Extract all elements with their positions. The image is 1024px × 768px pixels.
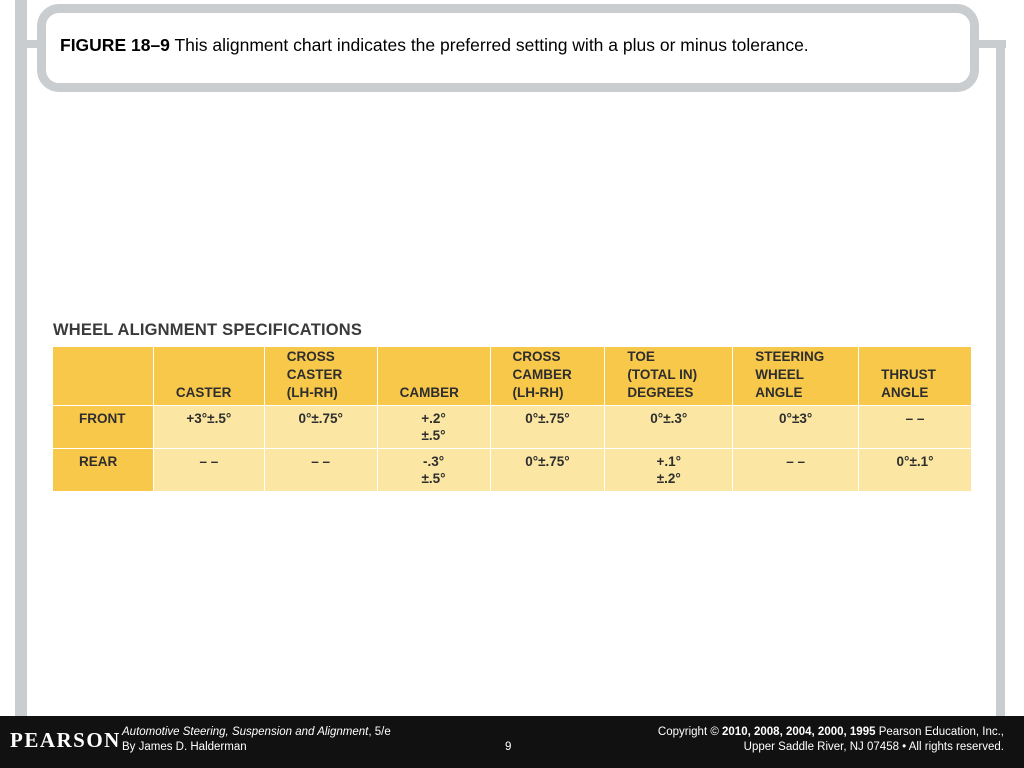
header-line: CASTER (175, 385, 232, 400)
figure-caption-text: This alignment chart indicates the preferred setting with a plus or minus tolerance. (174, 35, 809, 55)
table-cell (153, 449, 264, 492)
cell-value: – – (311, 454, 331, 469)
column-header-label (265, 348, 377, 405)
table-cell (605, 449, 733, 492)
table-cell (605, 406, 733, 449)
header-line: ANGLE (755, 385, 803, 400)
slide-frame-right (996, 40, 1005, 716)
table-row (53, 449, 972, 492)
cell-value: 0°±.3° (650, 411, 688, 426)
book-info (122, 725, 391, 755)
figure-caption (60, 35, 809, 56)
table-cell (377, 449, 490, 492)
table-cell (733, 449, 859, 492)
row-label: REAR (53, 449, 154, 492)
header-line: CASTER (286, 367, 343, 382)
header-line: CAMBER (399, 385, 459, 400)
author: By James D. Halderman (122, 741, 247, 753)
header-line: (TOTAL IN) (627, 367, 698, 382)
column-header (859, 347, 972, 406)
cell-value: -.3° (422, 454, 445, 469)
cell-value: – – (905, 411, 925, 426)
header-row (53, 347, 972, 406)
pearson-logo: PEARSON (10, 728, 121, 752)
column-header (490, 347, 605, 406)
spec-heading: WHEEL ALIGNMENT SPECIFICATIONS (53, 321, 363, 339)
header-line: TOE (627, 349, 655, 364)
cell-value: +3°±.5° (186, 411, 232, 426)
column-header (264, 347, 377, 406)
footer-bar (0, 716, 1024, 768)
cell-value: +.1° (656, 454, 682, 469)
slide-frame-left (15, 0, 27, 716)
cell-value: ±.5° (421, 471, 446, 486)
cell-value: 0°±.75° (525, 454, 570, 469)
header-line: CROSS (512, 349, 561, 364)
row-label: FRONT (53, 406, 154, 449)
publisher-address: Upper Saddle River, NJ 07458 • All rights reserved. (743, 741, 1004, 753)
header-line: (LH-RH) (512, 385, 564, 400)
header-line: ANGLE (881, 385, 929, 400)
table-cell (153, 406, 264, 449)
column-header-label (605, 348, 732, 405)
table-row (53, 406, 972, 449)
column-header-label (378, 384, 490, 405)
column-header (153, 347, 264, 406)
corner-cell (53, 347, 154, 406)
column-header-label (733, 348, 858, 405)
column-header-label (859, 366, 971, 405)
column-header (733, 347, 859, 406)
column-header (605, 347, 733, 406)
header-line: CROSS (286, 349, 335, 364)
header-line: (LH-RH) (286, 385, 338, 400)
table-cell (490, 406, 605, 449)
cell-value: +.2° (421, 411, 446, 426)
figure-label: FIGURE 18–9 (60, 35, 170, 55)
header-line: DEGREES (627, 385, 694, 400)
cell-value: 0°±3° (779, 411, 813, 426)
column-header (377, 347, 490, 406)
column-header-label (491, 348, 605, 405)
table-cell (264, 406, 377, 449)
table-cell (859, 449, 972, 492)
column-header-label (154, 384, 264, 405)
page-number: 9 (505, 741, 512, 753)
header-line: STEERING (755, 349, 825, 364)
cell-value: ±.5° (421, 428, 446, 443)
cell-value: – – (199, 454, 219, 469)
table-cell (733, 406, 859, 449)
cell-value: 0°±.75° (298, 411, 343, 426)
cell-value: 0°±.1° (896, 454, 934, 469)
table-cell (859, 406, 972, 449)
header-line: CAMBER (512, 367, 572, 382)
cell-value: – – (786, 454, 806, 469)
cell-value: ±.2° (656, 471, 681, 486)
cell-value: 0°±.75° (525, 411, 570, 426)
copyright: Copyright © 2010, 2008, 2004, 2000, 1995 Pearson Education, Inc., Upper Saddle River, NJ 07458 • All rights reserved. (657, 726, 1004, 753)
book-title: Automotive Steering, Suspension and Alignment, 5/e (122, 726, 391, 738)
slide-frame-right-cap (976, 40, 1006, 48)
alignment-spec-table (52, 346, 972, 492)
table-cell (264, 449, 377, 492)
header-line: WHEEL (755, 367, 804, 382)
header-line: THRUST (881, 367, 936, 382)
table-cell (377, 406, 490, 449)
table-cell (490, 449, 605, 492)
